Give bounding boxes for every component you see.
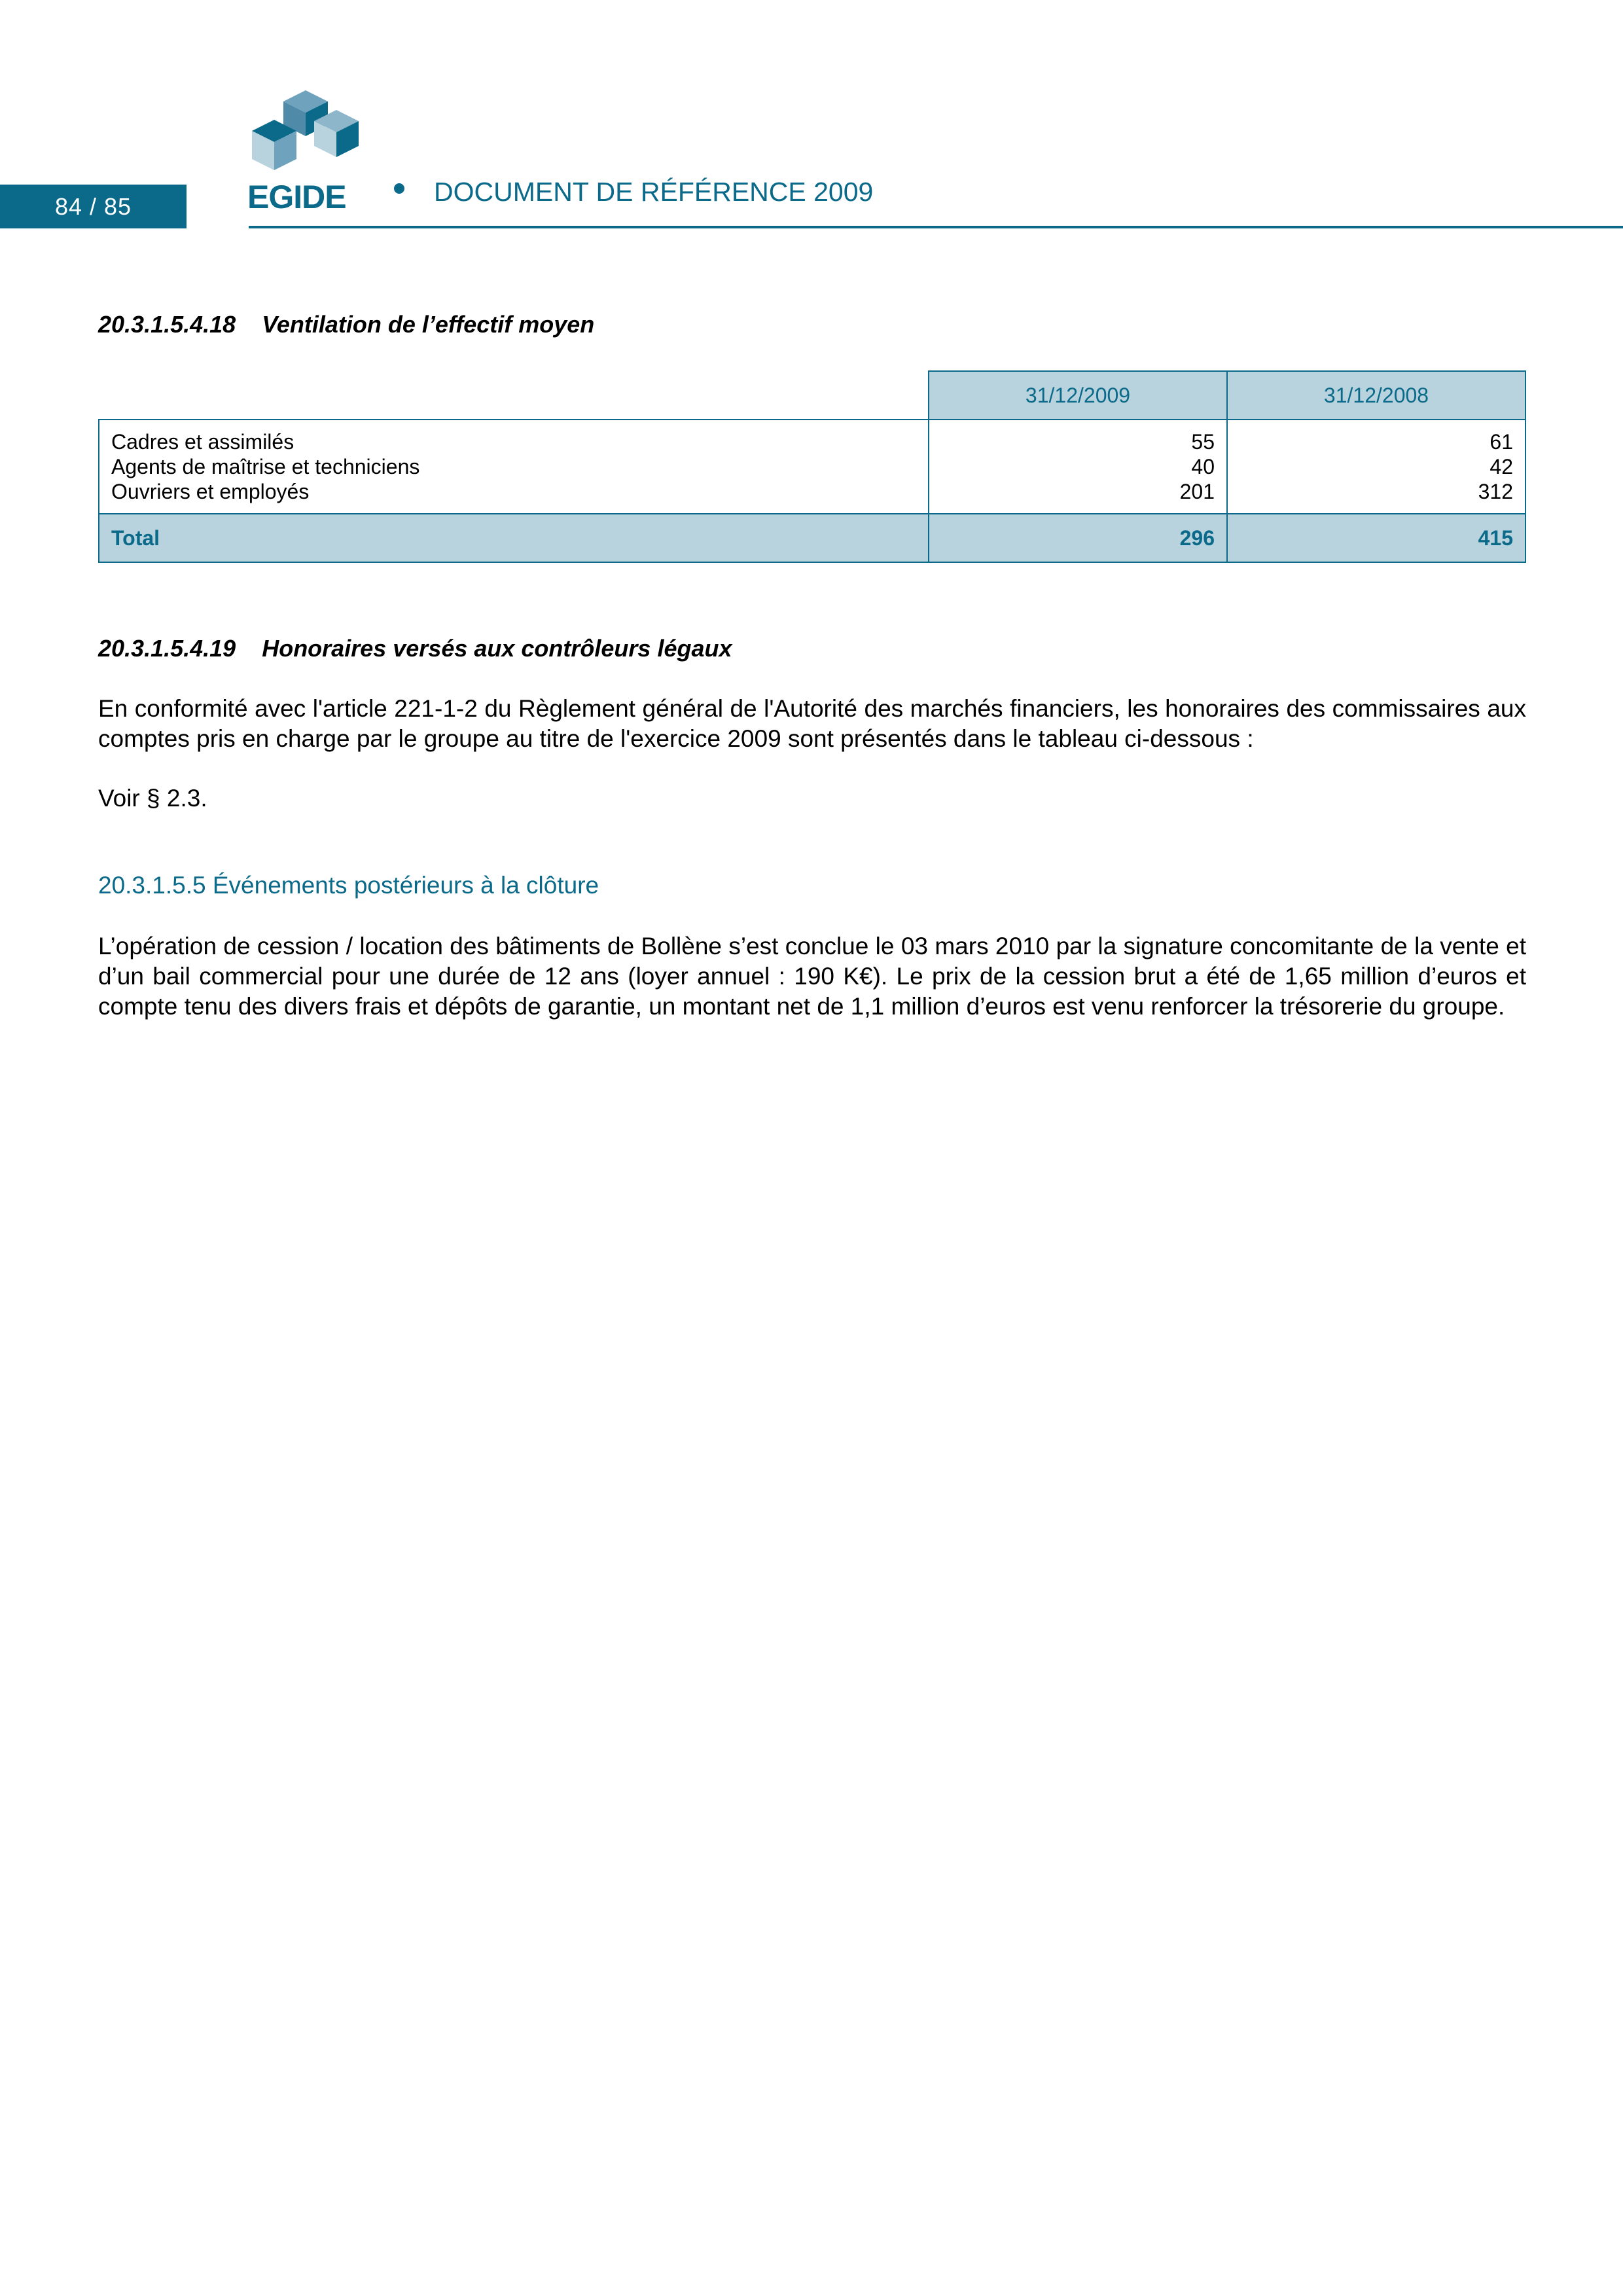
- column-header-2008: 31/12/2008: [1227, 371, 1525, 420]
- section-heading-effectif: [98, 311, 594, 338]
- values-2008-cell: [1227, 420, 1525, 514]
- header-blank-cell: [99, 371, 929, 420]
- row-label: Agents de maîtrise et techniciens: [111, 455, 420, 478]
- total-2008: 415: [1227, 514, 1525, 562]
- section-title: Ventilation de l’effectif moyen: [262, 311, 595, 338]
- table-body-row: [99, 420, 1525, 514]
- values-2009-cell: [929, 420, 1227, 514]
- evenements-paragraph: L’opération de cession / location des bâtiments de Bollène s’est conclue le 03 mars 2010 par la signature concomitante de la vente et d’un bail commercial pour une durée de 12 ans (loyer annuel : 190 K€). Le prix de la cession brut a été de 1,65 million d’euros et compte tenu des divers frais et dépôts de garantie, un montant net de 1,1 million d’euros est venu renforcer la trésorerie du groupe.: [98, 933, 1526, 1020]
- row-label: Ouvriers et employés: [111, 480, 310, 503]
- value-2009: 201: [1179, 480, 1215, 503]
- total-label: Total: [99, 514, 929, 562]
- section-title: Honoraires versés aux contrôleurs légaux: [262, 635, 732, 662]
- table-total-row: [99, 514, 1525, 562]
- column-header-2009: 31/12/2009: [929, 371, 1227, 420]
- page-number: 84 / 85: [54, 192, 132, 220]
- table-header-row: [99, 371, 1525, 420]
- section-number: 20.3.1.5.4.18: [98, 311, 236, 338]
- value-2009: 55: [1191, 430, 1215, 454]
- row-label: Cadres et assimilés: [111, 430, 294, 454]
- effectif-table: [98, 370, 1526, 563]
- document-title: DOCUMENT DE RÉFÉRENCE 2009: [434, 177, 874, 207]
- section-heading-honoraires: [98, 635, 732, 662]
- header-rule: [249, 226, 1623, 228]
- value-2008: 312: [1478, 480, 1513, 503]
- label-cell: [99, 420, 929, 514]
- value-2008: 42: [1489, 455, 1513, 478]
- header-bullet: [394, 183, 404, 194]
- page-number-badge: [0, 185, 187, 228]
- honoraires-reference: Voir § 2.3.: [98, 785, 207, 812]
- value-2008: 61: [1489, 430, 1513, 454]
- section-number: 20.3.1.5.4.19: [98, 635, 236, 662]
- logo-wordmark: EGIDE: [247, 179, 346, 215]
- total-2009: 296: [929, 514, 1227, 562]
- value-2009: 40: [1191, 455, 1215, 478]
- section-heading-evenements: 20.3.1.5.5 Événements postérieurs à la clôture: [98, 872, 599, 899]
- honoraires-paragraph: En conformité avec l'article 221-1-2 du Règlement général de l'Autorité des marchés financiers, les honoraires des commissaires aux comptes pris en charge par le groupe au titre de l'exercice 2009 sont présentés dans le tableau ci-dessous :: [98, 695, 1526, 752]
